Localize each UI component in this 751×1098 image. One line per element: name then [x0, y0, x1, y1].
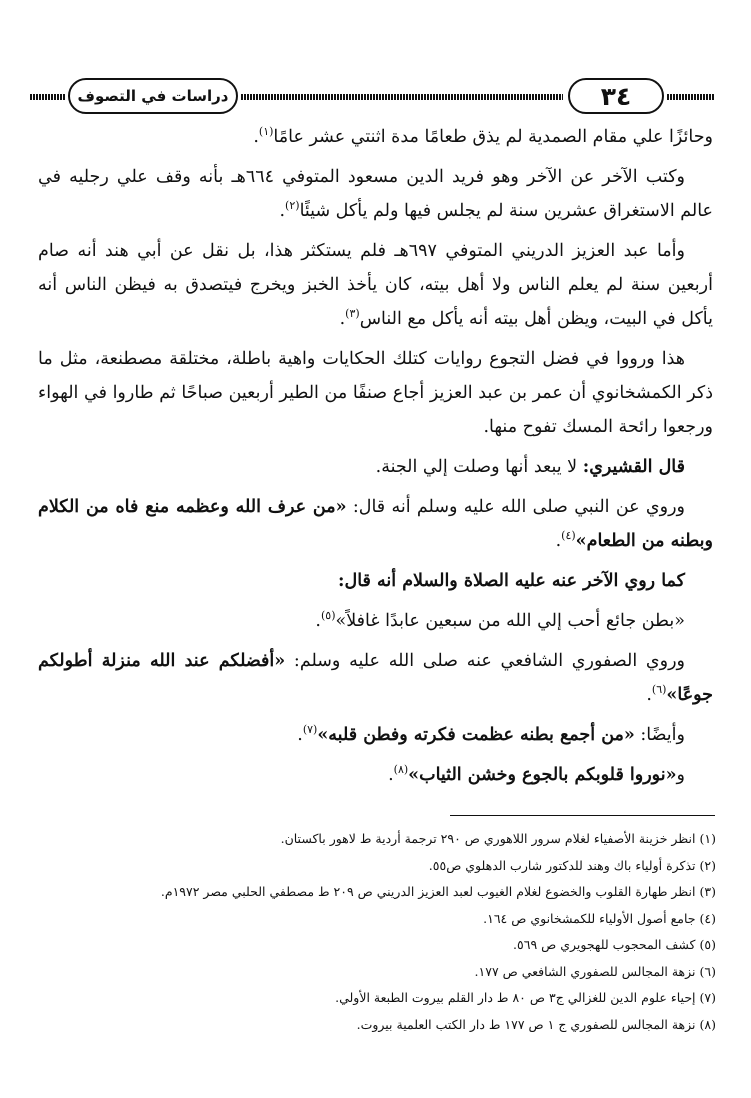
footnote-separator — [450, 815, 715, 816]
hadith-paragraph: وروي الصفوري الشافعي عنه صلى الله عليه وسلم: «أفضلكم عند الله منزلة أطولكم جوعًا»$^{(٦)}$. — [38, 651, 713, 705]
footnote-ref[interactable]: (١) — [258, 125, 274, 139]
header-title-box — [68, 78, 238, 114]
footnote: (٤) جامع أصول الأولياء للكمشخانوي ص ١٦٤. — [483, 910, 716, 926]
paragraph: وحائزًا علي مقام الصمدية لم يذق طعامًا مدة اثنتي عشر عامًا$^{(١)}$. — [253, 125, 713, 147]
hadith-paragraph: وأيضًا: «من أجمع بطنه عظمت فكرته وفطن قلبه»$^{(٧)}$. — [297, 723, 685, 745]
page-number-box — [568, 78, 664, 114]
qushayri-statement: قال القشيري: لا يبعد أنها وصلت إلي الجنة. — [375, 457, 685, 477]
qushayri-label: قال القشيري: — [582, 457, 685, 477]
hadith-paragraph: «بطن جائع أحب إلي الله من سبعين عابدًا غافلاً»$^{(٥)}$. — [315, 609, 685, 631]
page-number: ٣٤ — [600, 81, 632, 111]
footnote: (٧) إحياء علوم الدين للغزالي ج٣ ص ٨٠ ط دار القلم بيروت الطبعة الأولي. — [335, 990, 716, 1005]
footnote: (٨) نزهة المجالس للصفوري ج ١ ص ١٧٧ ط دار الكتب العلمية بيروت. — [356, 1016, 716, 1032]
header-rule-left — [30, 94, 65, 100]
footnote: (٥) كشف المحجوب للهجويري ص ٥٦٩. — [513, 937, 716, 952]
footnotes — [38, 826, 716, 1038]
hadith-paragraph: و«نوروا قلوبكم بالجوع وخشن الثياب»$^{(٨)}$. — [388, 763, 685, 785]
footnote-ref[interactable]: (٧) — [302, 723, 318, 737]
hadith-paragraph: وروي عن النبي صلى الله عليه وسلم أنه قال: «من عرف الله وعظمه منع فاه من الكلام وبطنه من الطعام»$^{(٤)}$. — [38, 497, 713, 551]
footnote: (١) انظر خزينة الأصفياء لغلام سرور اللاهوري ص ٢٩٠ ترجمة أردية ط لاهور باكستان. — [280, 831, 716, 846]
footnote: (٦) نزهة المجالس للصفوري الشافعي ص ١٧٧. — [474, 963, 716, 979]
footnote-ref[interactable]: (٣) — [345, 307, 360, 321]
header-rule-middle — [241, 94, 563, 100]
hadith-quote: «من عرف الله وعظمه منع فاه من الكلام وبطنه من الطعام» — [38, 497, 713, 551]
paragraph: هذا ورووا في فضل التجوع روايات كتلك الحكايات واهية باطلة، مختلقة مصطنعة، مثل ما ذكر الكمشخانوي أن عمر بن عبد العزيز أجاع صنفًا من الطير أربعين صباحًا ثم طاروا في الهواء ورجعوا رائحة المسك تفوح منها. — [38, 349, 713, 437]
page-header — [30, 74, 715, 118]
footnote-ref[interactable]: (٢) — [285, 199, 300, 213]
paragraph: وأما عبد العزيز الدريني المتوفي ٦٩٧هـ فلم يستكثر هذا، بل نقل عن أبي هند أنه صام أربعين سنة لم يعلم الناس ولا أهل بيته، كان يأخذ الخبز ويخرج فيتصدق به فيظن الناس أنه يأكل في البيت، ويظن أهل بيته أنه يأكل مع الناس$^{(٣)}$. — [38, 241, 713, 329]
footnote-ref[interactable]: (٦) — [651, 683, 667, 697]
paragraph: وكتب الآخر عن الآخر وهو فريد الدين مسعود المتوفي ٦٦٤هـ بأنه وقف علي رجليه في عالم الاستغراق عشرين سنة لم يجلس فيها ولم يأكل شيئًا$^{(٢)}$. — [38, 167, 713, 221]
hadith-intro: كما روي الآخر عنه عليه الصلاة والسلام أنه قال: — [338, 571, 685, 591]
hadith-quote: «بطن جائع أحب إلي الله من سبعين عابدًا غافلاً» — [335, 611, 685, 631]
footnote-ref[interactable]: (٤) — [561, 529, 576, 543]
hadith-quote: «من أجمع بطنه عظمت فكرته وفطن قلبه» — [317, 725, 635, 745]
hadith-quote: «أفضلكم عند الله منزلة أطولكم جوعًا» — [38, 651, 713, 705]
main-text — [38, 120, 713, 798]
footnote: (٣) انظر طهارة القلوب والخضوع لغلام الغيوب لعبد العزيز الدريني ص ٢٠٩ ط مصطفي الحلبي مصر ١٩٧٢م. — [160, 884, 716, 899]
hadith-quote: «نوروا قلوبكم بالجوع وخشن الثياب» — [408, 765, 677, 785]
footnote: (٢) تذكرة أولياء باك وهند للدكتور شارب الدهلوي ص٥٥. — [428, 857, 716, 873]
running-title: دراسات في التصوف — [77, 87, 229, 105]
footnote-ref[interactable]: (٨) — [393, 763, 409, 777]
footnote-ref[interactable]: (٥) — [321, 609, 336, 623]
header-rule-right — [667, 94, 715, 100]
